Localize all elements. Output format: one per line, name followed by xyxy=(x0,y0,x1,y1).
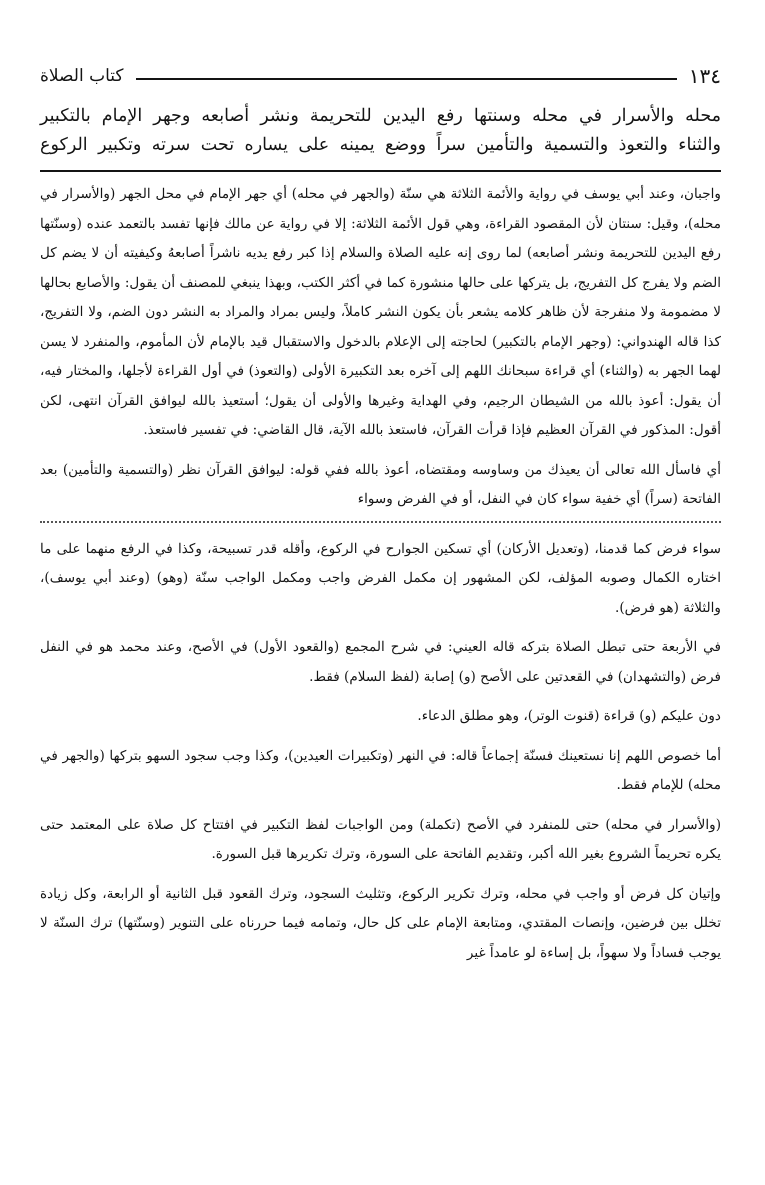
main-text xyxy=(40,102,721,160)
commentary-paragraph: وإتيان كل فرض أو واجب في محله، وترك تكرير الركوع، وتثليث السجود، وترك القعود قبل الثانية أو الرابعة، وكل زيادة تخلل بين فرضين، وإنصات المقتدي، ومتابعة الإمام على كل حال، وتمامه فيما حررناه على التنوير (وسنّتها) ترك السنّة لا يوجب فساداً ولا سهواً، بل إساءة لو عامداً غير xyxy=(40,885,721,961)
commentary-paragraph: واجبان، وعند أبي يوسف في رواية والأئمة الثلاثة هي سنّة (والجهر في محله) أي جهر الإمام في محل الجهر (والأسرار في محله)، وقيل: سنتان لأن المقصود القراءة، وهي قول الأئمة الثلاثة: إلا في رواية عن مالك فإنها تفسد بالتعمد عنده (وسنّتها رفع اليدين للتحريمة ونشر أصابعه) لما روى إنه عليه الصلاة والسلام إذا كبر رفع يديه ناشراً أصابعهُ وكيفيته أن لا يضم كل الضم ولا يفرج كل التفريج، بل يتركها على حالها منشورة كما في أكثر الكتب، وبهذا ينبغي للمصنف أن يقول: والأصابع بحالها لا مضمومة ولا منفرجة لأن ظاهر كلامه يشعر بأن يكون النشر كاملاً، وليس بمراد والمراد به النشر دون الضم، ولا التفريج، كذا قاله الهندواني: (وجهر الإمام بالتكبير) لحاجته إلى الإعلام بالدخول والاستقبال قيد بالإمام لأن المأموم، والمنفرد لا يسن لهما الجهر به (والثناء) أي قراءة سبحانك اللهم إلى آخره بعد التكبيرة الأولى (والتعوذ) في أول القراءة لأجلها، والمختار فيه، أن يقول: أعوذ بالله من الشيطان الرجيم، وفي الهداية وغيرها والأولى أن يقول؛ أستعيذ بالله ليوافق القرآن انتهى، لكن أقول: المذكور في القرآن العظيم فإذا قرأت القرآن، فاستعذ بالله الآية، قال القاضي: في تفسير فاستعذ. xyxy=(40,186,721,438)
dotted-separator xyxy=(40,521,721,523)
page-number: ١٣٤ xyxy=(688,64,721,88)
commentary-paragraph: أي فاسأل الله تعالى أن يعيذك من وساوسه ومقتضاه، أعوذ بالله ففي قوله: ليوافق القرآن نظر (والتسمية والتأمين) بعد الفاتحة (سراً) أي خفية سواء كان في النفل، أو في الفرض وسواء xyxy=(40,461,721,507)
text-separator xyxy=(40,170,721,172)
commentary-lower xyxy=(40,535,721,969)
header-rule xyxy=(136,78,677,80)
main-text-line: والثناء والتعوذ والتسمية والتأمين سراً ووضع يمينه على يساره تحت سرته وتكبير الركوع xyxy=(40,135,721,155)
commentary-upper xyxy=(40,180,721,515)
commentary-paragraph: أما خصوص اللهم إنا نستعينك فسنّة إجماعاً قاله: في النهر (وتكبيرات العيدين)، وكذا وجب سجود السهو بتركها (والجهر في محله) للإمام فقط. xyxy=(40,747,721,793)
commentary-paragraph: سواء فرض كما قدمنا، (وتعديل الأركان) أي تسكين الجوارح في الركوع، وأقله قدر تسبيحة، وكذا في الرفع منهما على ما اختاره الكمال وصوبه المؤلف، لكن المشهور إن مكمل الفرض واجب ومكمل الواجب سنّة (وهو) (وعند أبي يوسف)، والثلاثة (هو فرض). xyxy=(40,540,721,616)
page-header xyxy=(40,62,721,90)
main-text-line: محله والأسرار في محله وسنتها رفع اليدين للتحريمة ونشر أصابعه وجهر الإمام بالتكبير xyxy=(40,106,721,126)
commentary-paragraph: في الأربعة حتى تبطل الصلاة بتركه قاله العيني: في شرح المجمع (والقعود الأول) في الأصح، وعند محمد هو في النفل فرض (والتشهدان) في القعدتين على الأصح (و) إصابة (لفظ السلام) فقط. xyxy=(40,639,721,685)
commentary-paragraph: (والأسرار في محله) حتى للمنفرد في الأصح (تكملة) ومن الواجبات لفظ التكبير في افتتاح كل صلاة على المعتمد حتى يكره تحريماً الشروع بغير الله أكبر، وتقديم الفاتحة على السورة، وترك تكريرها قبل السورة. xyxy=(40,816,721,862)
commentary-paragraph: دون عليكم (و) قراءة (قنوت الوتر)، وهو مطلق الدعاء. xyxy=(417,708,721,724)
book-title: كتاب الصلاة xyxy=(40,66,124,86)
